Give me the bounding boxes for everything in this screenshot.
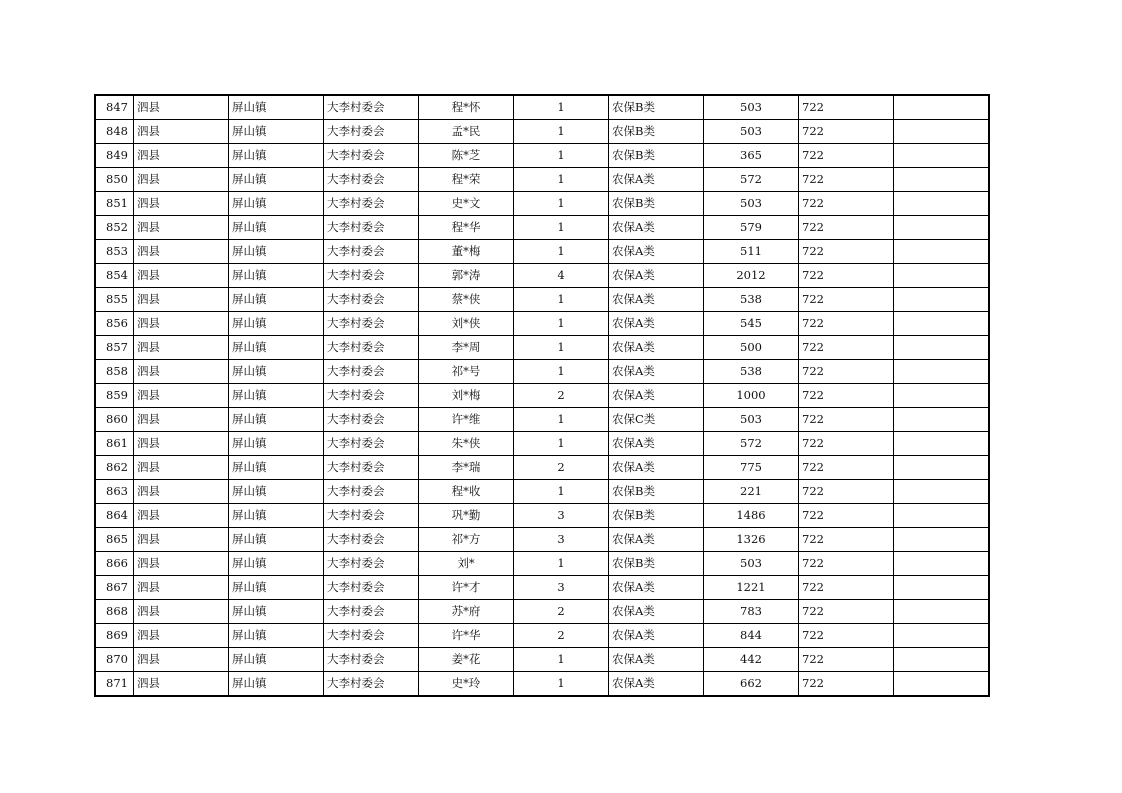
village-committee-cell: 大李村委会: [324, 360, 419, 384]
remark-cell: [894, 216, 989, 240]
county-cell: 泗县: [134, 600, 229, 624]
name-cell: 郭*涛: [419, 264, 514, 288]
village-committee-cell: 大李村委会: [324, 288, 419, 312]
name-cell: 史*玲: [419, 672, 514, 697]
code-cell: 722: [799, 384, 894, 408]
amount-cell: 538: [704, 360, 799, 384]
remark-cell: [894, 120, 989, 144]
category-cell: 农保A类: [609, 576, 704, 600]
code-cell: 722: [799, 216, 894, 240]
amount-cell: 503: [704, 408, 799, 432]
row-number-cell: 861: [95, 432, 134, 456]
household-count-cell: 1: [514, 648, 609, 672]
category-cell: 农保B类: [609, 144, 704, 168]
county-cell: 泗县: [134, 576, 229, 600]
code-cell: 722: [799, 480, 894, 504]
household-count-cell: 2: [514, 384, 609, 408]
village-committee-cell: 大李村委会: [324, 384, 419, 408]
amount-cell: 662: [704, 672, 799, 697]
household-count-cell: 1: [514, 312, 609, 336]
village-committee-cell: 大李村委会: [324, 144, 419, 168]
category-cell: 农保A类: [609, 384, 704, 408]
amount-cell: 1486: [704, 504, 799, 528]
category-cell: 农保A类: [609, 168, 704, 192]
table-row: [95, 504, 989, 528]
amount-cell: 545: [704, 312, 799, 336]
town-cell: 屏山镇: [229, 168, 324, 192]
county-cell: 泗县: [134, 144, 229, 168]
category-cell: 农保A类: [609, 624, 704, 648]
town-cell: 屏山镇: [229, 600, 324, 624]
village-committee-cell: 大李村委会: [324, 432, 419, 456]
table-row: [95, 432, 989, 456]
amount-cell: 844: [704, 624, 799, 648]
town-cell: 屏山镇: [229, 264, 324, 288]
row-number-cell: 862: [95, 456, 134, 480]
row-number-cell: 866: [95, 552, 134, 576]
town-cell: 屏山镇: [229, 504, 324, 528]
amount-cell: 500: [704, 336, 799, 360]
category-cell: 农保A类: [609, 216, 704, 240]
name-cell: 祁*方: [419, 528, 514, 552]
amount-cell: 783: [704, 600, 799, 624]
county-cell: 泗县: [134, 336, 229, 360]
household-count-cell: 1: [514, 288, 609, 312]
household-count-cell: 2: [514, 624, 609, 648]
category-cell: 农保A类: [609, 456, 704, 480]
remark-cell: [894, 576, 989, 600]
table-row: [95, 144, 989, 168]
remark-cell: [894, 432, 989, 456]
row-number-cell: 855: [95, 288, 134, 312]
household-count-cell: 1: [514, 480, 609, 504]
table-row: [95, 408, 989, 432]
row-number-cell: 859: [95, 384, 134, 408]
amount-cell: 1000: [704, 384, 799, 408]
code-cell: 722: [799, 624, 894, 648]
village-committee-cell: 大李村委会: [324, 95, 419, 120]
county-cell: 泗县: [134, 95, 229, 120]
code-cell: 722: [799, 408, 894, 432]
row-number-cell: 864: [95, 504, 134, 528]
county-cell: 泗县: [134, 240, 229, 264]
county-cell: 泗县: [134, 432, 229, 456]
household-count-cell: 1: [514, 360, 609, 384]
county-cell: 泗县: [134, 264, 229, 288]
row-number-cell: 865: [95, 528, 134, 552]
name-cell: 程*怀: [419, 95, 514, 120]
household-count-cell: 1: [514, 168, 609, 192]
village-committee-cell: 大李村委会: [324, 672, 419, 697]
county-cell: 泗县: [134, 552, 229, 576]
town-cell: 屏山镇: [229, 144, 324, 168]
row-number-cell: 849: [95, 144, 134, 168]
remark-cell: [894, 192, 989, 216]
remark-cell: [894, 648, 989, 672]
village-committee-cell: 大李村委会: [324, 552, 419, 576]
name-cell: 李*周: [419, 336, 514, 360]
code-cell: 722: [799, 672, 894, 697]
name-cell: 刘*: [419, 552, 514, 576]
village-committee-cell: 大李村委会: [324, 456, 419, 480]
table-row: [95, 120, 989, 144]
category-cell: 农保B类: [609, 120, 704, 144]
county-cell: 泗县: [134, 192, 229, 216]
amount-cell: 503: [704, 192, 799, 216]
code-cell: 722: [799, 552, 894, 576]
remark-cell: [894, 504, 989, 528]
table-row: [95, 552, 989, 576]
row-number-cell: 860: [95, 408, 134, 432]
name-cell: 程*华: [419, 216, 514, 240]
town-cell: 屏山镇: [229, 624, 324, 648]
table-row: [95, 264, 989, 288]
row-number-cell: 852: [95, 216, 134, 240]
village-committee-cell: 大李村委会: [324, 312, 419, 336]
table-body: [95, 95, 989, 696]
row-number-cell: 847: [95, 95, 134, 120]
name-cell: 孟*民: [419, 120, 514, 144]
category-cell: 农保A类: [609, 288, 704, 312]
town-cell: 屏山镇: [229, 240, 324, 264]
town-cell: 屏山镇: [229, 360, 324, 384]
name-cell: 姜*花: [419, 648, 514, 672]
amount-cell: 1221: [704, 576, 799, 600]
household-count-cell: 1: [514, 552, 609, 576]
table-row: [95, 624, 989, 648]
code-cell: 722: [799, 504, 894, 528]
category-cell: 农保B类: [609, 192, 704, 216]
category-cell: 农保A类: [609, 312, 704, 336]
code-cell: 722: [799, 168, 894, 192]
name-cell: 蔡*侠: [419, 288, 514, 312]
town-cell: 屏山镇: [229, 480, 324, 504]
name-cell: 程*荣: [419, 168, 514, 192]
town-cell: 屏山镇: [229, 384, 324, 408]
town-cell: 屏山镇: [229, 576, 324, 600]
row-number-cell: 857: [95, 336, 134, 360]
town-cell: 屏山镇: [229, 432, 324, 456]
remark-cell: [894, 408, 989, 432]
code-cell: 722: [799, 528, 894, 552]
name-cell: 巩*勤: [419, 504, 514, 528]
row-number-cell: 853: [95, 240, 134, 264]
remark-cell: [894, 456, 989, 480]
town-cell: 屏山镇: [229, 336, 324, 360]
amount-cell: 579: [704, 216, 799, 240]
code-cell: 722: [799, 600, 894, 624]
table-row: [95, 312, 989, 336]
remark-cell: [894, 264, 989, 288]
table-row: [95, 672, 989, 697]
household-count-cell: 3: [514, 504, 609, 528]
name-cell: 许*维: [419, 408, 514, 432]
remark-cell: [894, 95, 989, 120]
county-cell: 泗县: [134, 504, 229, 528]
code-cell: 722: [799, 336, 894, 360]
category-cell: 农保A类: [609, 648, 704, 672]
table-row: [95, 528, 989, 552]
remark-cell: [894, 624, 989, 648]
table-row: [95, 600, 989, 624]
code-cell: 722: [799, 432, 894, 456]
county-cell: 泗县: [134, 408, 229, 432]
village-committee-cell: 大李村委会: [324, 336, 419, 360]
county-cell: 泗县: [134, 168, 229, 192]
code-cell: 722: [799, 288, 894, 312]
name-cell: 朱*侠: [419, 432, 514, 456]
name-cell: 许*才: [419, 576, 514, 600]
category-cell: 农保B类: [609, 480, 704, 504]
amount-cell: 365: [704, 144, 799, 168]
row-number-cell: 867: [95, 576, 134, 600]
name-cell: 程*收: [419, 480, 514, 504]
table-row: [95, 648, 989, 672]
county-cell: 泗县: [134, 120, 229, 144]
village-committee-cell: 大李村委会: [324, 480, 419, 504]
table-row: [95, 95, 989, 120]
household-count-cell: 1: [514, 144, 609, 168]
town-cell: 屏山镇: [229, 408, 324, 432]
amount-cell: 503: [704, 120, 799, 144]
county-cell: 泗县: [134, 216, 229, 240]
row-number-cell: 863: [95, 480, 134, 504]
county-cell: 泗县: [134, 528, 229, 552]
name-cell: 董*梅: [419, 240, 514, 264]
town-cell: 屏山镇: [229, 216, 324, 240]
code-cell: 722: [799, 144, 894, 168]
amount-cell: 1326: [704, 528, 799, 552]
amount-cell: 2012: [704, 264, 799, 288]
household-count-cell: 1: [514, 408, 609, 432]
household-count-cell: 1: [514, 672, 609, 697]
amount-cell: 221: [704, 480, 799, 504]
household-count-cell: 4: [514, 264, 609, 288]
category-cell: 农保A类: [609, 672, 704, 697]
amount-cell: 572: [704, 168, 799, 192]
row-number-cell: 856: [95, 312, 134, 336]
code-cell: 722: [799, 360, 894, 384]
village-committee-cell: 大李村委会: [324, 624, 419, 648]
row-number-cell: 871: [95, 672, 134, 697]
remark-cell: [894, 240, 989, 264]
code-cell: 722: [799, 95, 894, 120]
table-row: [95, 216, 989, 240]
town-cell: 屏山镇: [229, 672, 324, 697]
table-row: [95, 456, 989, 480]
code-cell: 722: [799, 240, 894, 264]
amount-cell: 538: [704, 288, 799, 312]
village-committee-cell: 大李村委会: [324, 528, 419, 552]
name-cell: 李*瑞: [419, 456, 514, 480]
household-count-cell: 2: [514, 456, 609, 480]
household-count-cell: 1: [514, 240, 609, 264]
town-cell: 屏山镇: [229, 528, 324, 552]
village-committee-cell: 大李村委会: [324, 216, 419, 240]
remark-cell: [894, 168, 989, 192]
village-committee-cell: 大李村委会: [324, 120, 419, 144]
village-committee-cell: 大李村委会: [324, 576, 419, 600]
household-count-cell: 3: [514, 528, 609, 552]
code-cell: 722: [799, 648, 894, 672]
table-row: [95, 360, 989, 384]
category-cell: 农保A类: [609, 432, 704, 456]
town-cell: 屏山镇: [229, 288, 324, 312]
household-count-cell: 1: [514, 120, 609, 144]
household-count-cell: 1: [514, 432, 609, 456]
remark-cell: [894, 312, 989, 336]
remark-cell: [894, 480, 989, 504]
village-committee-cell: 大李村委会: [324, 168, 419, 192]
category-cell: 农保B类: [609, 504, 704, 528]
county-cell: 泗县: [134, 312, 229, 336]
village-committee-cell: 大李村委会: [324, 504, 419, 528]
amount-cell: 503: [704, 95, 799, 120]
code-cell: 722: [799, 192, 894, 216]
village-committee-cell: 大李村委会: [324, 264, 419, 288]
table-row: [95, 240, 989, 264]
household-count-cell: 1: [514, 336, 609, 360]
code-cell: 722: [799, 120, 894, 144]
amount-cell: 442: [704, 648, 799, 672]
county-cell: 泗县: [134, 384, 229, 408]
category-cell: 农保B类: [609, 552, 704, 576]
category-cell: 农保A类: [609, 336, 704, 360]
remark-cell: [894, 528, 989, 552]
amount-cell: 503: [704, 552, 799, 576]
county-cell: 泗县: [134, 648, 229, 672]
category-cell: 农保A类: [609, 528, 704, 552]
name-cell: 刘*梅: [419, 384, 514, 408]
row-number-cell: 851: [95, 192, 134, 216]
row-number-cell: 870: [95, 648, 134, 672]
town-cell: 屏山镇: [229, 312, 324, 336]
amount-cell: 511: [704, 240, 799, 264]
remark-cell: [894, 336, 989, 360]
name-cell: 陈*芝: [419, 144, 514, 168]
village-committee-cell: 大李村委会: [324, 648, 419, 672]
village-committee-cell: 大李村委会: [324, 600, 419, 624]
row-number-cell: 850: [95, 168, 134, 192]
row-number-cell: 848: [95, 120, 134, 144]
category-cell: 农保A类: [609, 240, 704, 264]
table-row: [95, 576, 989, 600]
name-cell: 史*文: [419, 192, 514, 216]
name-cell: 许*华: [419, 624, 514, 648]
household-count-cell: 2: [514, 600, 609, 624]
category-cell: 农保C类: [609, 408, 704, 432]
remark-cell: [894, 552, 989, 576]
category-cell: 农保A类: [609, 264, 704, 288]
code-cell: 722: [799, 312, 894, 336]
county-cell: 泗县: [134, 624, 229, 648]
row-number-cell: 869: [95, 624, 134, 648]
household-count-cell: 1: [514, 192, 609, 216]
remark-cell: [894, 144, 989, 168]
row-number-cell: 858: [95, 360, 134, 384]
category-cell: 农保A类: [609, 360, 704, 384]
county-cell: 泗县: [134, 288, 229, 312]
name-cell: 刘*侠: [419, 312, 514, 336]
county-cell: 泗县: [134, 480, 229, 504]
town-cell: 屏山镇: [229, 552, 324, 576]
amount-cell: 572: [704, 432, 799, 456]
county-cell: 泗县: [134, 360, 229, 384]
county-cell: 泗县: [134, 672, 229, 697]
town-cell: 屏山镇: [229, 648, 324, 672]
code-cell: 722: [799, 264, 894, 288]
code-cell: 722: [799, 576, 894, 600]
category-cell: 农保B类: [609, 95, 704, 120]
category-cell: 农保A类: [609, 600, 704, 624]
remark-cell: [894, 288, 989, 312]
remark-cell: [894, 360, 989, 384]
village-committee-cell: 大李村委会: [324, 240, 419, 264]
town-cell: 屏山镇: [229, 120, 324, 144]
household-count-cell: 3: [514, 576, 609, 600]
table-row: [95, 168, 989, 192]
table-row: [95, 288, 989, 312]
data-table: [94, 94, 990, 697]
table-row: [95, 192, 989, 216]
name-cell: 苏*府: [419, 600, 514, 624]
row-number-cell: 868: [95, 600, 134, 624]
code-cell: 722: [799, 456, 894, 480]
village-committee-cell: 大李村委会: [324, 192, 419, 216]
amount-cell: 775: [704, 456, 799, 480]
table-row: [95, 384, 989, 408]
row-number-cell: 854: [95, 264, 134, 288]
county-cell: 泗县: [134, 456, 229, 480]
remark-cell: [894, 672, 989, 697]
town-cell: 屏山镇: [229, 95, 324, 120]
remark-cell: [894, 600, 989, 624]
name-cell: 祁*号: [419, 360, 514, 384]
town-cell: 屏山镇: [229, 456, 324, 480]
village-committee-cell: 大李村委会: [324, 408, 419, 432]
remark-cell: [894, 384, 989, 408]
table-row: [95, 480, 989, 504]
household-count-cell: 1: [514, 95, 609, 120]
table-row: [95, 336, 989, 360]
household-count-cell: 1: [514, 216, 609, 240]
town-cell: 屏山镇: [229, 192, 324, 216]
